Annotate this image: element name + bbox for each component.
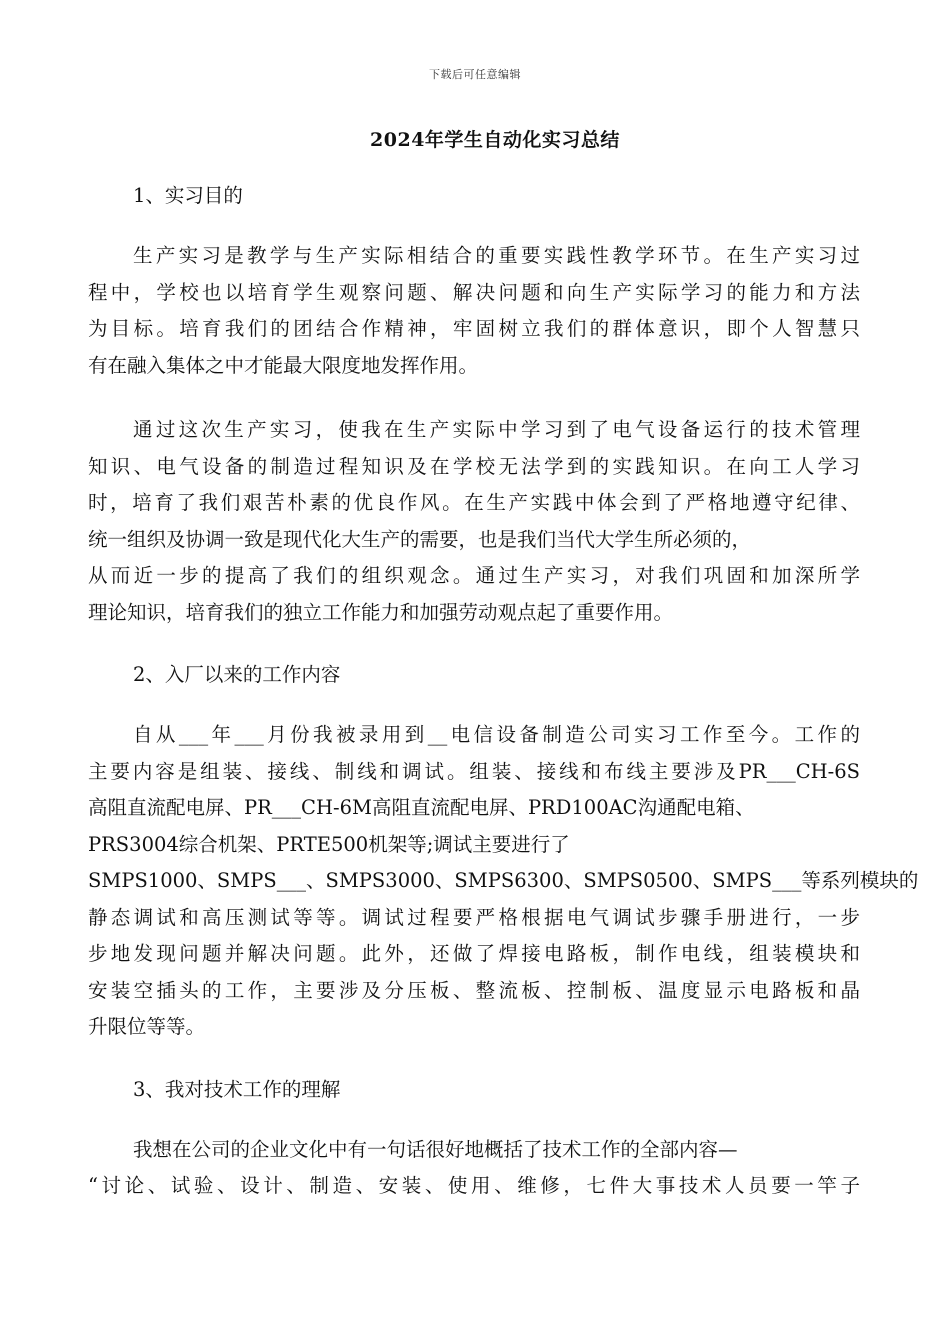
section-heading-understanding: 3、我对技术工作的理解 xyxy=(133,1077,341,1101)
text-line: 为目标。培育我们的团结合作精神，牢固树立我们的群体意识，即个人智慧只 xyxy=(88,317,860,340)
paragraph-work-content xyxy=(88,717,919,1046)
text-line: 升限位等等。 xyxy=(88,1015,206,1038)
text-line: 从而近一步的提高了我们的组织观念。通过生产实习，对我们巩固和加深所学 xyxy=(88,564,860,587)
text-line: “讨论、试验、设计、制造、安装、使用、维修，七件大事技术人员要一竿子 xyxy=(88,1174,860,1197)
section-heading-purpose: 1、实习目的 xyxy=(133,184,243,207)
text-line: 自从___年___月份我被录用到__电信设备制造公司实习工作至今。工作的 xyxy=(133,723,860,746)
text-line: 知识、电气设备的制造过程知识及在学校无法学到的实践知识。在向工人学习 xyxy=(88,454,860,478)
text-line: 统一组织及协调一致是现代化大生产的需要，也是我们当代大学生所必须的， xyxy=(88,527,752,551)
paragraph-purpose-1 xyxy=(88,238,860,384)
text-line: 高阻直流配电屏、PR___CH-6M高阻直流配电屏、PRD100AC沟通配电箱、 xyxy=(88,796,755,819)
text-line: 主要内容是组装、接线、制线和调试。组装、接线和布线主要涉及PR___CH-6S xyxy=(88,759,860,783)
text-line: 时，培育了我们艰苦朴素的优良作风。在生产实践中体会到了严格地遵守纪律、 xyxy=(88,491,860,514)
text-line: SMPS1000、SMPS___、SMPS3000、SMPS6300、SMPS0500、SMPS___等系列模块的 xyxy=(88,869,919,892)
header-note: 下载后可任意编辑 xyxy=(429,68,521,81)
text-line: 理论知识，培育我们的独立工作能力和加强劳动观点起了重要作用。 xyxy=(88,600,674,624)
paragraph-understanding xyxy=(88,1132,860,1205)
paragraph-purpose-2 xyxy=(88,412,860,631)
text-line: 步地发现问题并解决问题。此外，还做了焊接电路板，制作电线，组装模块和 xyxy=(88,942,860,965)
text-line: 我想在公司的企业文化中有一句话很好地概括了技术工作的全部内容— xyxy=(133,1137,738,1161)
text-line: PRS3004综合机架、PRTE500机架等;调试主要进行了 xyxy=(88,832,570,856)
document-body xyxy=(88,178,919,1205)
text-line: 通过这次生产实习，使我在生产实际中学习到了电气设备运行的技术管理 xyxy=(133,418,860,441)
text-line: 有在融入集体之中才能最大限度地发挥作用。 xyxy=(88,353,479,377)
text-line: 静态调试和高压测试等等。调试过程要严格根据电气调试步骤手册进行，一步 xyxy=(88,905,860,929)
text-line: 生产实习是教学与生产实际相结合的重要实践性教学环节。在生产实习过 xyxy=(133,244,860,267)
section-heading-work-content: 2、入厂以来的工作内容 xyxy=(133,663,341,686)
text-line: 安装空插头的工作，主要涉及分压板、整流板、控制板、温度显示电路板和晶 xyxy=(88,978,860,1002)
document-title: 2024年学生自动化实习总结 xyxy=(370,129,620,151)
text-line: 程中，学校也以培育学生观察问题、解决问题和向生产实际学习的能力和方法 xyxy=(88,280,860,304)
